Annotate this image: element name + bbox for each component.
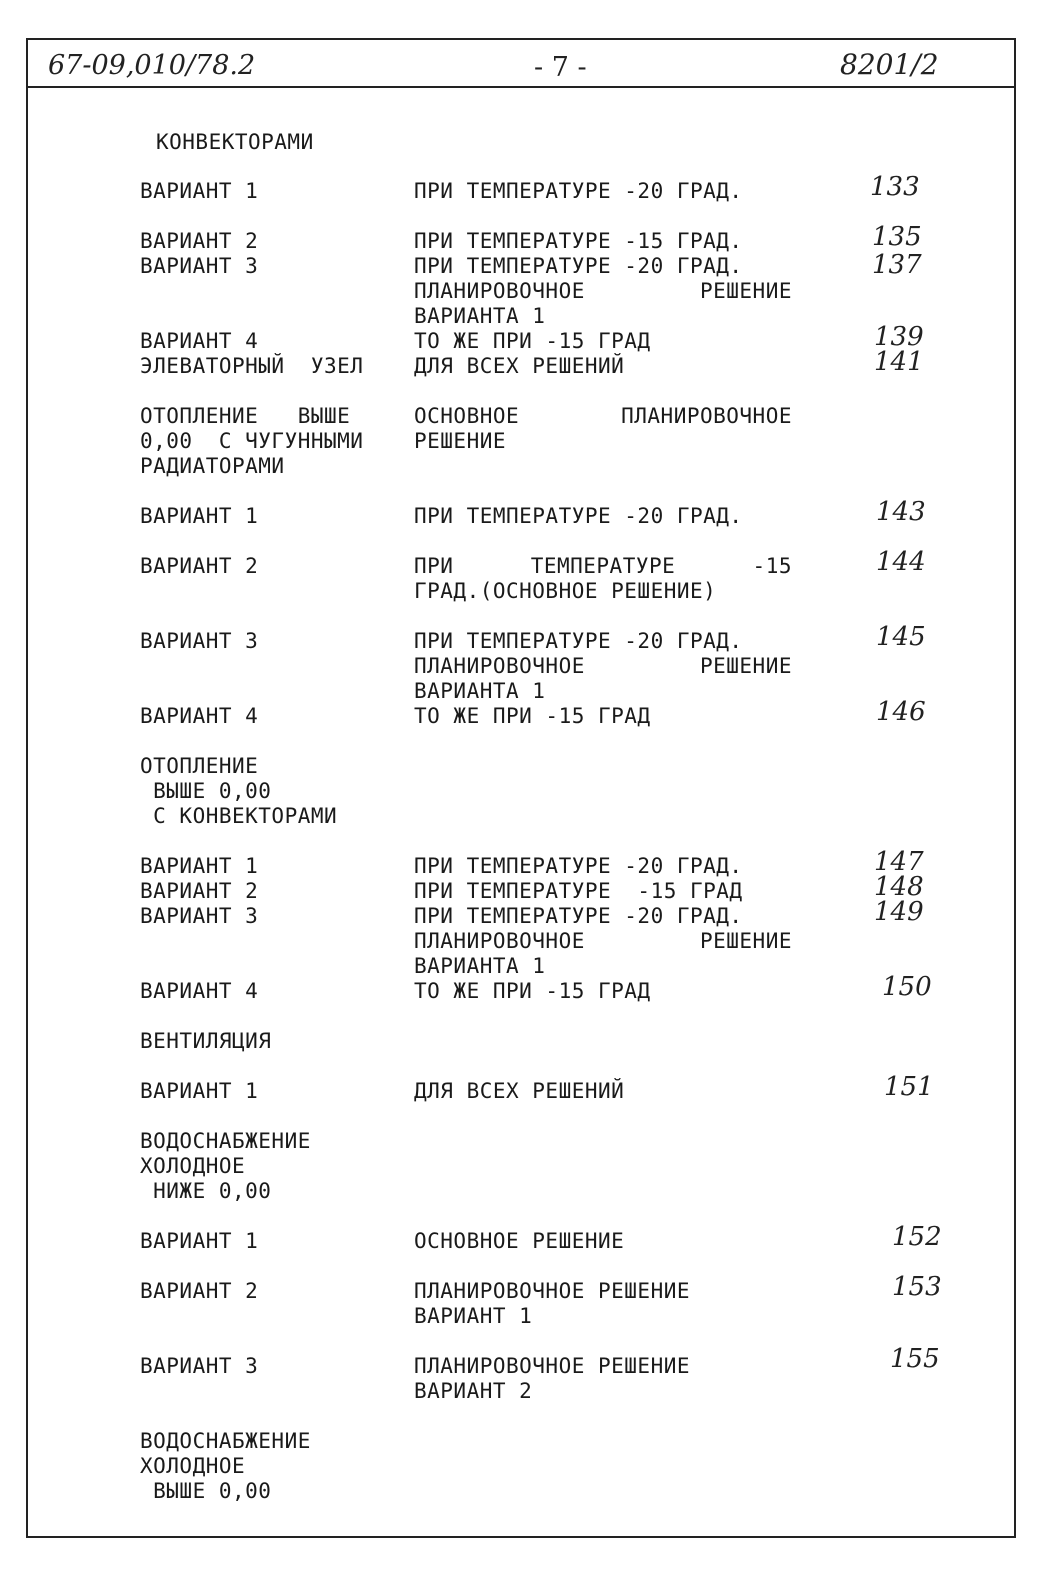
entry-heading: ВЫШЕ 0,00 (140, 1479, 272, 1503)
entry-heading: ВАРИАНТ 2 (140, 554, 259, 578)
entry-description-justified (414, 404, 792, 429)
page-reference: 145 (876, 622, 926, 652)
page-reference: 150 (882, 972, 932, 1002)
entry-description-word: ПЛАНИРОВОЧНОЕ (621, 404, 792, 428)
entry-heading: ВАРИАНТ 3 (140, 904, 259, 928)
page-reference: 135 (872, 222, 922, 252)
entry-description: ПРИ ТЕМПЕРАТУРЕ -20 ГРАД. (414, 504, 743, 528)
page-reference: 151 (884, 1072, 934, 1102)
doc-code-left: 67-09,010/78.2 (48, 50, 256, 81)
page-number-marker: - 7 - (534, 52, 587, 83)
entry-description-word: ПЛАНИРОВОЧНОЕ (414, 279, 585, 303)
entry-heading: ОТОПЛЕНИЕ ВЫШЕ (140, 404, 351, 428)
entry-description: ПЛАНИРОВОЧНОЕ РЕШЕНИЕ (414, 1354, 691, 1378)
entry-description-justified (414, 929, 792, 954)
entry-description: ПРИ ТЕМПЕРАТУРЕ -20 ГРАД. (414, 629, 743, 653)
entry-description: ПРИ ТЕМПЕРАТУРЕ -20 ГРАД. (414, 179, 743, 203)
entry-heading: ВОДОСНАБЖЕНИЕ (140, 1429, 311, 1453)
page-reference: 155 (890, 1344, 940, 1374)
page-reference: 139 (874, 322, 924, 352)
entry-description: ПРИ ТЕМПЕРАТУРЕ -20 ГРАД. (414, 254, 743, 278)
entry-heading: ВАРИАНТ 1 (140, 1229, 259, 1253)
entry-description-word: ПЛАНИРОВОЧНОЕ (414, 654, 585, 678)
entry-heading: ВАРИАНТ 4 (140, 704, 259, 728)
entry-heading: ВАРИАНТ 4 (140, 329, 259, 353)
entry-heading: 0,00 С ЧУГУННЫМИ (140, 429, 364, 453)
entry-description: ОСНОВНОЕ РЕШЕНИЕ (414, 1229, 625, 1253)
entry-description: ПРИ ТЕМПЕРАТУРЕ -20 ГРАД. (414, 904, 743, 928)
entry-description: ГРАД.(ОСНОВНОЕ РЕШЕНИЕ) (414, 579, 717, 603)
entry-heading: ВАРИАНТ 1 (140, 854, 259, 878)
page-reference: 149 (874, 897, 924, 927)
entry-description: РЕШЕНИЕ (414, 429, 507, 453)
entry-heading: КОНВЕКТОРАМИ (156, 130, 314, 154)
entry-heading: НИЖЕ 0,00 (140, 1179, 272, 1203)
entry-description: ПРИ ТЕМПЕРАТУРЕ -15 ГРАД. (414, 229, 743, 253)
page-reference: 143 (876, 497, 926, 527)
entry-description: ДЛЯ ВСЕХ РЕШЕНИЙ (414, 1079, 625, 1103)
doc-code-right: 8201/2 (840, 48, 939, 81)
page-reference: 144 (876, 547, 926, 577)
entry-description-justified (414, 554, 792, 579)
entry-description: ДЛЯ ВСЕХ РЕШЕНИЙ (414, 354, 625, 378)
entry-heading: ВАРИАНТ 2 (140, 879, 259, 903)
entry-description-word: ТЕМПЕРАТУРЕ (530, 554, 676, 578)
entry-description: ПРИ ТЕМПЕРАТУРЕ -20 ГРАД. (414, 854, 743, 878)
entry-heading: ОТОПЛЕНИЕ (140, 754, 259, 778)
entry-description-word: ОСНОВНОЕ (414, 404, 520, 428)
entry-description-word: РЕШЕНИЕ (699, 929, 792, 953)
entry-heading: ВАРИАНТ 4 (140, 979, 259, 1003)
entry-heading: С КОНВЕКТОРАМИ (140, 804, 338, 828)
page-reference: 141 (874, 347, 924, 377)
entry-heading: ЭЛЕВАТОРНЫЙ УЗЕЛ (140, 354, 364, 378)
entry-description-word: РЕШЕНИЕ (699, 279, 792, 303)
entry-description: ВАРИАНТА 1 (414, 679, 546, 703)
entry-description: ТО ЖЕ ПРИ -15 ГРАД (414, 704, 651, 728)
entry-heading: ВЫШЕ 0,00 (140, 779, 272, 803)
entry-description-word: ПРИ (414, 554, 454, 578)
entry-description-word: -15 (752, 554, 792, 578)
header-rule (26, 86, 1016, 88)
entry-heading: ВАРИАНТ 1 (140, 179, 259, 203)
entry-description-justified (414, 279, 792, 304)
entry-heading: ВАРИАНТ 3 (140, 629, 259, 653)
page-reference: 147 (874, 847, 924, 877)
entry-description: ТО ЖЕ ПРИ -15 ГРАД (414, 329, 651, 353)
entry-heading: ВАРИАНТ 2 (140, 1279, 259, 1303)
entry-description: ПЛАНИРОВОЧНОЕ РЕШЕНИЕ (414, 1279, 691, 1303)
entry-heading: ВЕНТИЛЯЦИЯ (140, 1029, 272, 1053)
entry-heading: ВАРИАНТ 3 (140, 254, 259, 278)
entry-description-word: РЕШЕНИЕ (699, 654, 792, 678)
entry-heading: ВОДОСНАБЖЕНИЕ (140, 1129, 311, 1153)
page-reference: 133 (870, 172, 920, 202)
page-reference: 148 (874, 872, 924, 902)
page-reference: 153 (892, 1272, 942, 1302)
entry-heading: РАДИАТОРАМИ (140, 454, 285, 478)
entry-description: ВАРИАНТ 1 (414, 1304, 533, 1328)
entry-description: ПРИ ТЕМПЕРАТУРЕ -15 ГРАД (414, 879, 743, 903)
entry-heading: ХОЛОДНОЕ (140, 1154, 246, 1178)
entry-description-justified (414, 654, 792, 679)
entry-heading: ВАРИАНТ 3 (140, 1354, 259, 1378)
entry-heading: ВАРИАНТ 1 (140, 504, 259, 528)
entry-description: ВАРИАНТ 2 (414, 1379, 533, 1403)
entry-heading: ХОЛОДНОЕ (140, 1454, 246, 1478)
page-reference: 152 (892, 1222, 942, 1252)
entry-heading: ВАРИАНТ 2 (140, 229, 259, 253)
page-reference: 137 (872, 250, 922, 280)
entry-description-word: ПЛАНИРОВОЧНОЕ (414, 929, 585, 953)
page-reference: 146 (876, 697, 926, 727)
entry-description: ВАРИАНТА 1 (414, 304, 546, 328)
entry-description: ВАРИАНТА 1 (414, 954, 546, 978)
entry-heading: ВАРИАНТ 1 (140, 1079, 259, 1103)
entry-description: ТО ЖЕ ПРИ -15 ГРАД (414, 979, 651, 1003)
